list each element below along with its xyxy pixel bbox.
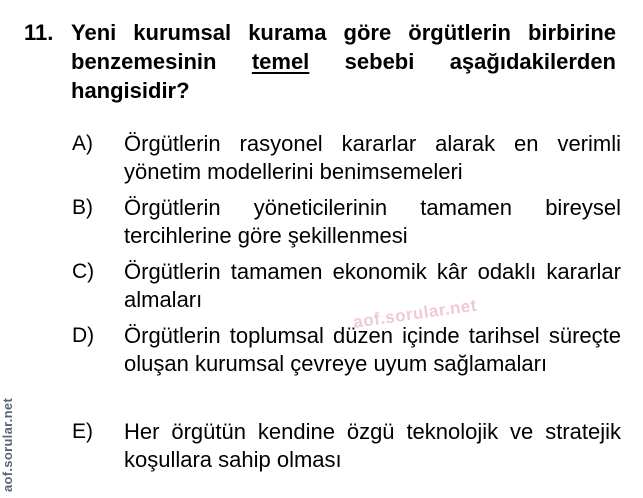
- option-d-letter: D): [72, 324, 95, 347]
- question-stem-after: sebebi aşağıdakilerden hangisidir?: [71, 49, 616, 103]
- option-c-text: Örgütlerin tamamen ekonomik kâr odaklı kararlar almaları: [124, 259, 621, 312]
- question-number: 11.: [24, 20, 54, 45]
- watermark-side: aof.sorular.net: [0, 397, 15, 492]
- option-b-letter: B): [72, 196, 93, 219]
- question-stem-before: Yeni kurumsal kurama göre örgütlerin birbirine benzemesinin: [71, 20, 616, 74]
- option-a-letter: A): [72, 132, 93, 155]
- option-b-text: Örgütlerin yöneticilerinin tamamen bireysel tercihlerine göre şekillenmesi: [124, 195, 621, 248]
- option-c-letter: C): [72, 260, 95, 283]
- option-d-text: Örgütlerin toplumsal düzen içinde tarihsel süreçte oluşan kurumsal çevreye uyum sağlamaları: [124, 323, 621, 376]
- watermark-center: aof.sorular.net: [352, 295, 479, 332]
- option-a-text: Örgütlerin rasyonel kararlar alarak en verimli yönetim modellerini benimsemeleri: [124, 131, 621, 184]
- option-e-text: Her örgütün kendine özgü teknolojik ve stratejik koşullara sahip olması: [124, 419, 621, 472]
- option-e-letter: E): [72, 420, 93, 443]
- question-stem-emphasis: temel: [251, 49, 310, 74]
